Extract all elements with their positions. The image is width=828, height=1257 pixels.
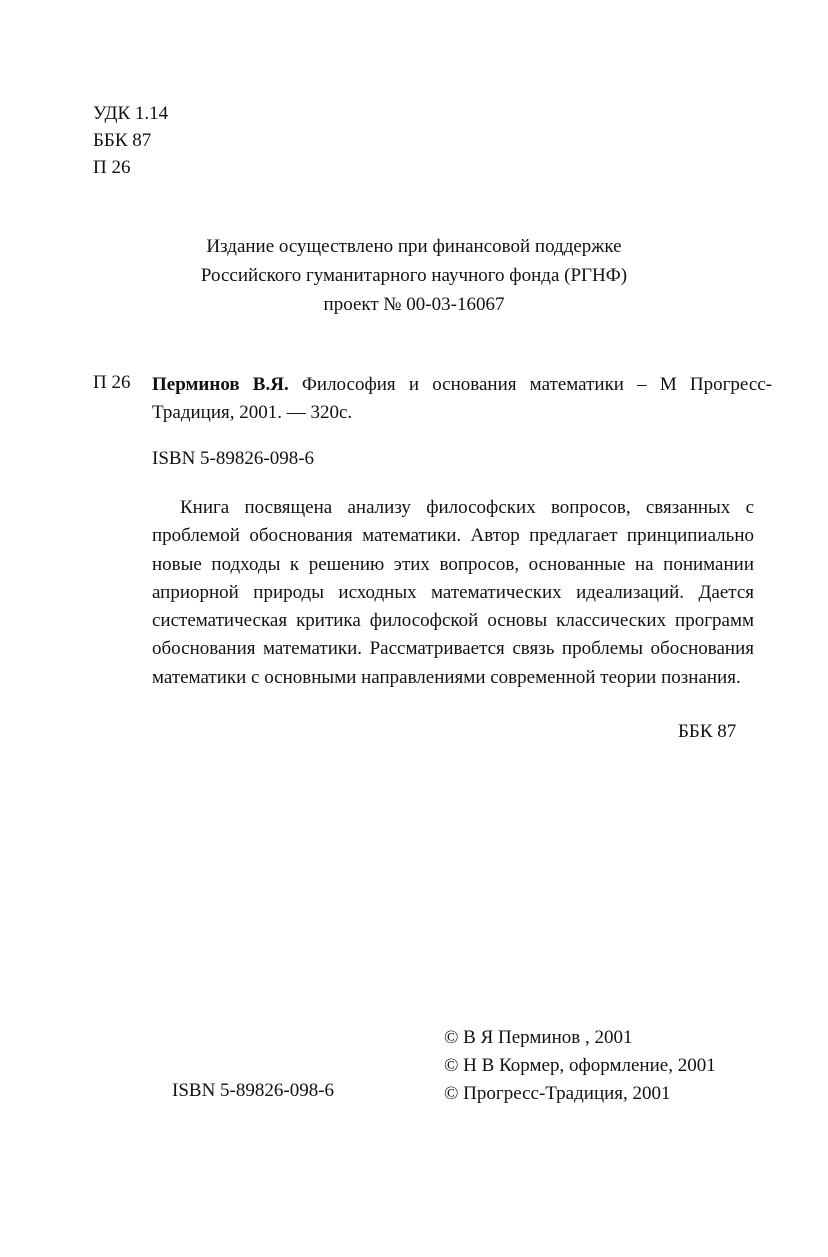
bibliographic-description: Философия и основания математики – М Прогресс-Традиция, 2001. — 320с.	[152, 374, 773, 423]
bbk-code: ББК 87	[93, 130, 152, 151]
copyright-design: © Н В Кормер, оформление, 2001	[444, 1055, 716, 1076]
isbn-top: ISBN 5-89826-098-6	[152, 448, 315, 469]
author-mark: П 26	[93, 157, 131, 178]
classification-block	[93, 100, 168, 181]
bibliographic-code: П 26	[93, 372, 131, 393]
isbn-bottom: ISBN 5-89826-098-6	[172, 1080, 335, 1101]
funding-line-3: проект № 00-03-16067	[323, 294, 505, 315]
udk-code: УДК 1.14	[93, 103, 169, 124]
bibliographic-entry	[152, 371, 772, 427]
funding-line-2: Российского гуманитарного научного фонда (РГНФ)	[200, 265, 628, 286]
bibliographic-author: Перминов В.Я.	[152, 374, 289, 395]
funding-note	[0, 232, 828, 319]
copyright-block	[444, 1024, 716, 1108]
annotation-paragraph: Книга посвящена анализу философских вопросов, связанных с проблемой обоснования математики. Автор предлагает принципиально новые подходы к решению этих вопросов, основанные на понимании априорной природы исходных математических идеализаций. Дается систематическая критика философской основы классических программ обоснования математики. Рассматривается связь проблемы обоснования математики с основными направлениями современной теории познания.	[152, 497, 754, 688]
copyright-author: © В Я Перминов , 2001	[444, 1027, 633, 1048]
funding-line-1: Издание осуществлено при финансовой поддержке	[206, 236, 622, 257]
copyright-publisher: © Прогресс-Традиция, 2001	[444, 1083, 671, 1104]
bbk-bottom: ББК 87	[678, 721, 737, 742]
